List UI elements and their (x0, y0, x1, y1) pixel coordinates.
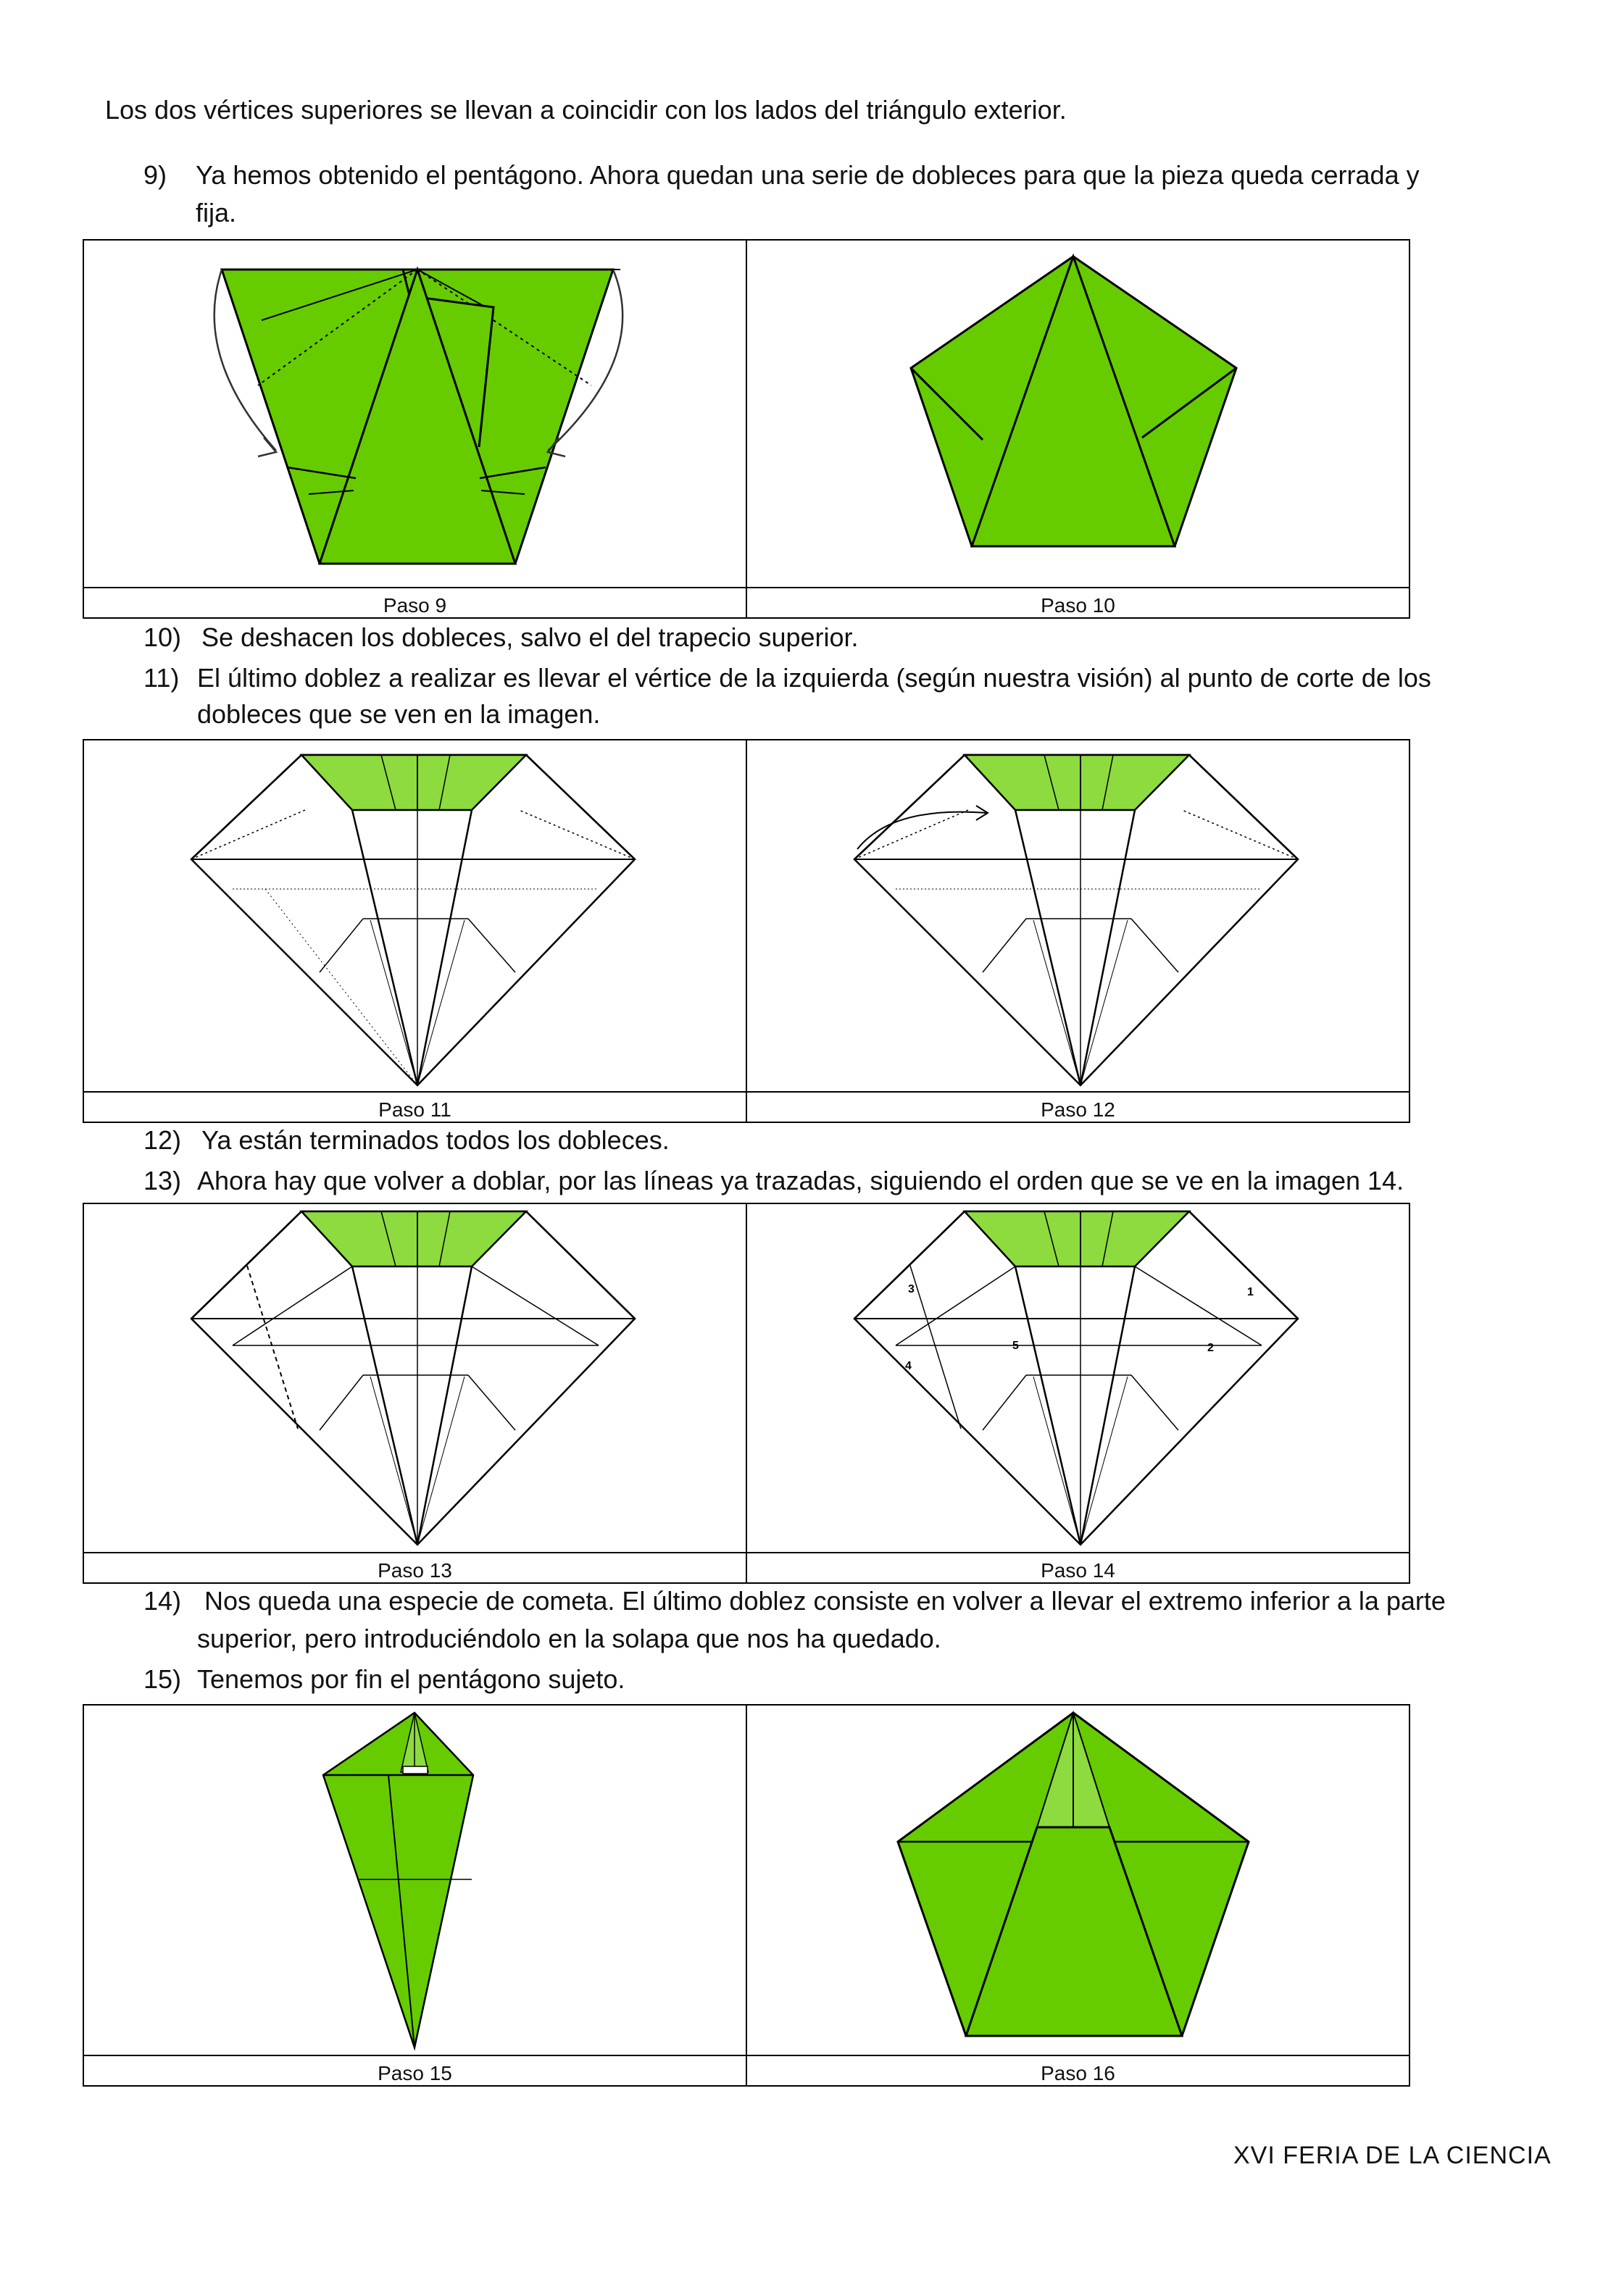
figure-grid (83, 1704, 1410, 2087)
caption-paso15: Paso 15 (378, 2062, 452, 2084)
step-text: Ya están terminados todos los dobleces. (201, 1125, 670, 1155)
caption-paso10: Paso 10 (1041, 594, 1115, 617)
figure-grid (83, 739, 1410, 1123)
intro-text: Los dos vértices superiores se llevan a coincidir con los lados del triángulo exterior. (105, 95, 1067, 125)
figure-cell (84, 1204, 747, 1582)
step-text: Ya hemos obtenido el pentágono. Ahora quedan una serie de dobleces para que la pieza queda cerrada y (196, 160, 1420, 190)
step-text: dobleces que se ven en la imagen. (197, 699, 601, 729)
fold-number-4: 4 (905, 1360, 912, 1372)
step-number: 15) (143, 1664, 182, 1694)
figure-paso14 (747, 1204, 1409, 1553)
caption-paso9: Paso 9 (383, 594, 447, 617)
figure-cell (747, 241, 1409, 617)
step-number: 10) (143, 622, 182, 652)
paso12-diagram (747, 740, 1409, 1091)
paso10-diagram (747, 241, 1409, 587)
caption-paso13: Paso 13 (378, 1559, 452, 1582)
figure-cell (747, 1706, 1409, 2085)
step-text: Tenemos por fin el pentágono sujeto. (197, 1664, 625, 1694)
figure-paso10 (747, 241, 1409, 588)
paso11-diagram (84, 740, 746, 1091)
paso13-diagram (84, 1204, 746, 1552)
step-text: Se deshacen los dobleces, salvo el del trapecio superior. (201, 622, 859, 652)
footer-text: XVI FERIA DE LA CIENCIA (1233, 2142, 1552, 2169)
step-text: fija. (196, 198, 237, 227)
step-number: 13) (143, 1166, 182, 1195)
paso15-diagram (84, 1706, 746, 2055)
paso9-diagram (84, 241, 746, 587)
figure-cell (747, 1204, 1409, 1582)
step-number: 9) (143, 160, 167, 190)
figure-grid (83, 239, 1410, 619)
caption-paso11: Paso 11 (378, 1098, 451, 1121)
step-text: superior, pero introduciéndolo en la solapa que nos ha quedado. (197, 1624, 941, 1653)
caption-paso16: Paso 16 (1041, 2062, 1115, 2084)
figure-paso13 (84, 1204, 746, 1553)
figure-paso12 (747, 740, 1409, 1093)
figure-paso11 (84, 740, 746, 1093)
step-text: El último doblez a realizar es llevar el vértice de la izquierda (según nuestra visión) al punto de corte de los (197, 663, 1431, 693)
fold-number-3: 3 (908, 1283, 915, 1295)
figure-cell (84, 740, 747, 1122)
figure-paso9 (84, 241, 746, 588)
figure-cell (747, 740, 1409, 1122)
caption-paso14: Paso 14 (1041, 1559, 1115, 1582)
fold-number-1: 1 (1247, 1286, 1254, 1298)
caption-paso12: Paso 12 (1041, 1098, 1115, 1121)
figure-cell (84, 241, 747, 617)
step-number: 11) (143, 663, 180, 693)
figure-grid (83, 1203, 1410, 1584)
figure-paso16 (747, 1706, 1409, 2056)
fold-number-2: 2 (1207, 1342, 1214, 1354)
step-text: Ahora hay que volver a doblar, por las líneas ya trazadas, siguiendo el orden que se ve en la imagen 14. (197, 1166, 1404, 1195)
paso14-diagram (747, 1204, 1409, 1552)
fold-number-5: 5 (1012, 1340, 1019, 1352)
step-number: 12) (143, 1125, 182, 1155)
figure-cell (84, 1706, 747, 2085)
figure-paso15 (84, 1706, 746, 2056)
step-text: Nos queda una especie de cometa. El último doblez consiste en volver a llevar el extremo inferior a la parte (204, 1586, 1446, 1616)
step-number: 14) (143, 1586, 182, 1616)
paso16-diagram (747, 1706, 1409, 2055)
